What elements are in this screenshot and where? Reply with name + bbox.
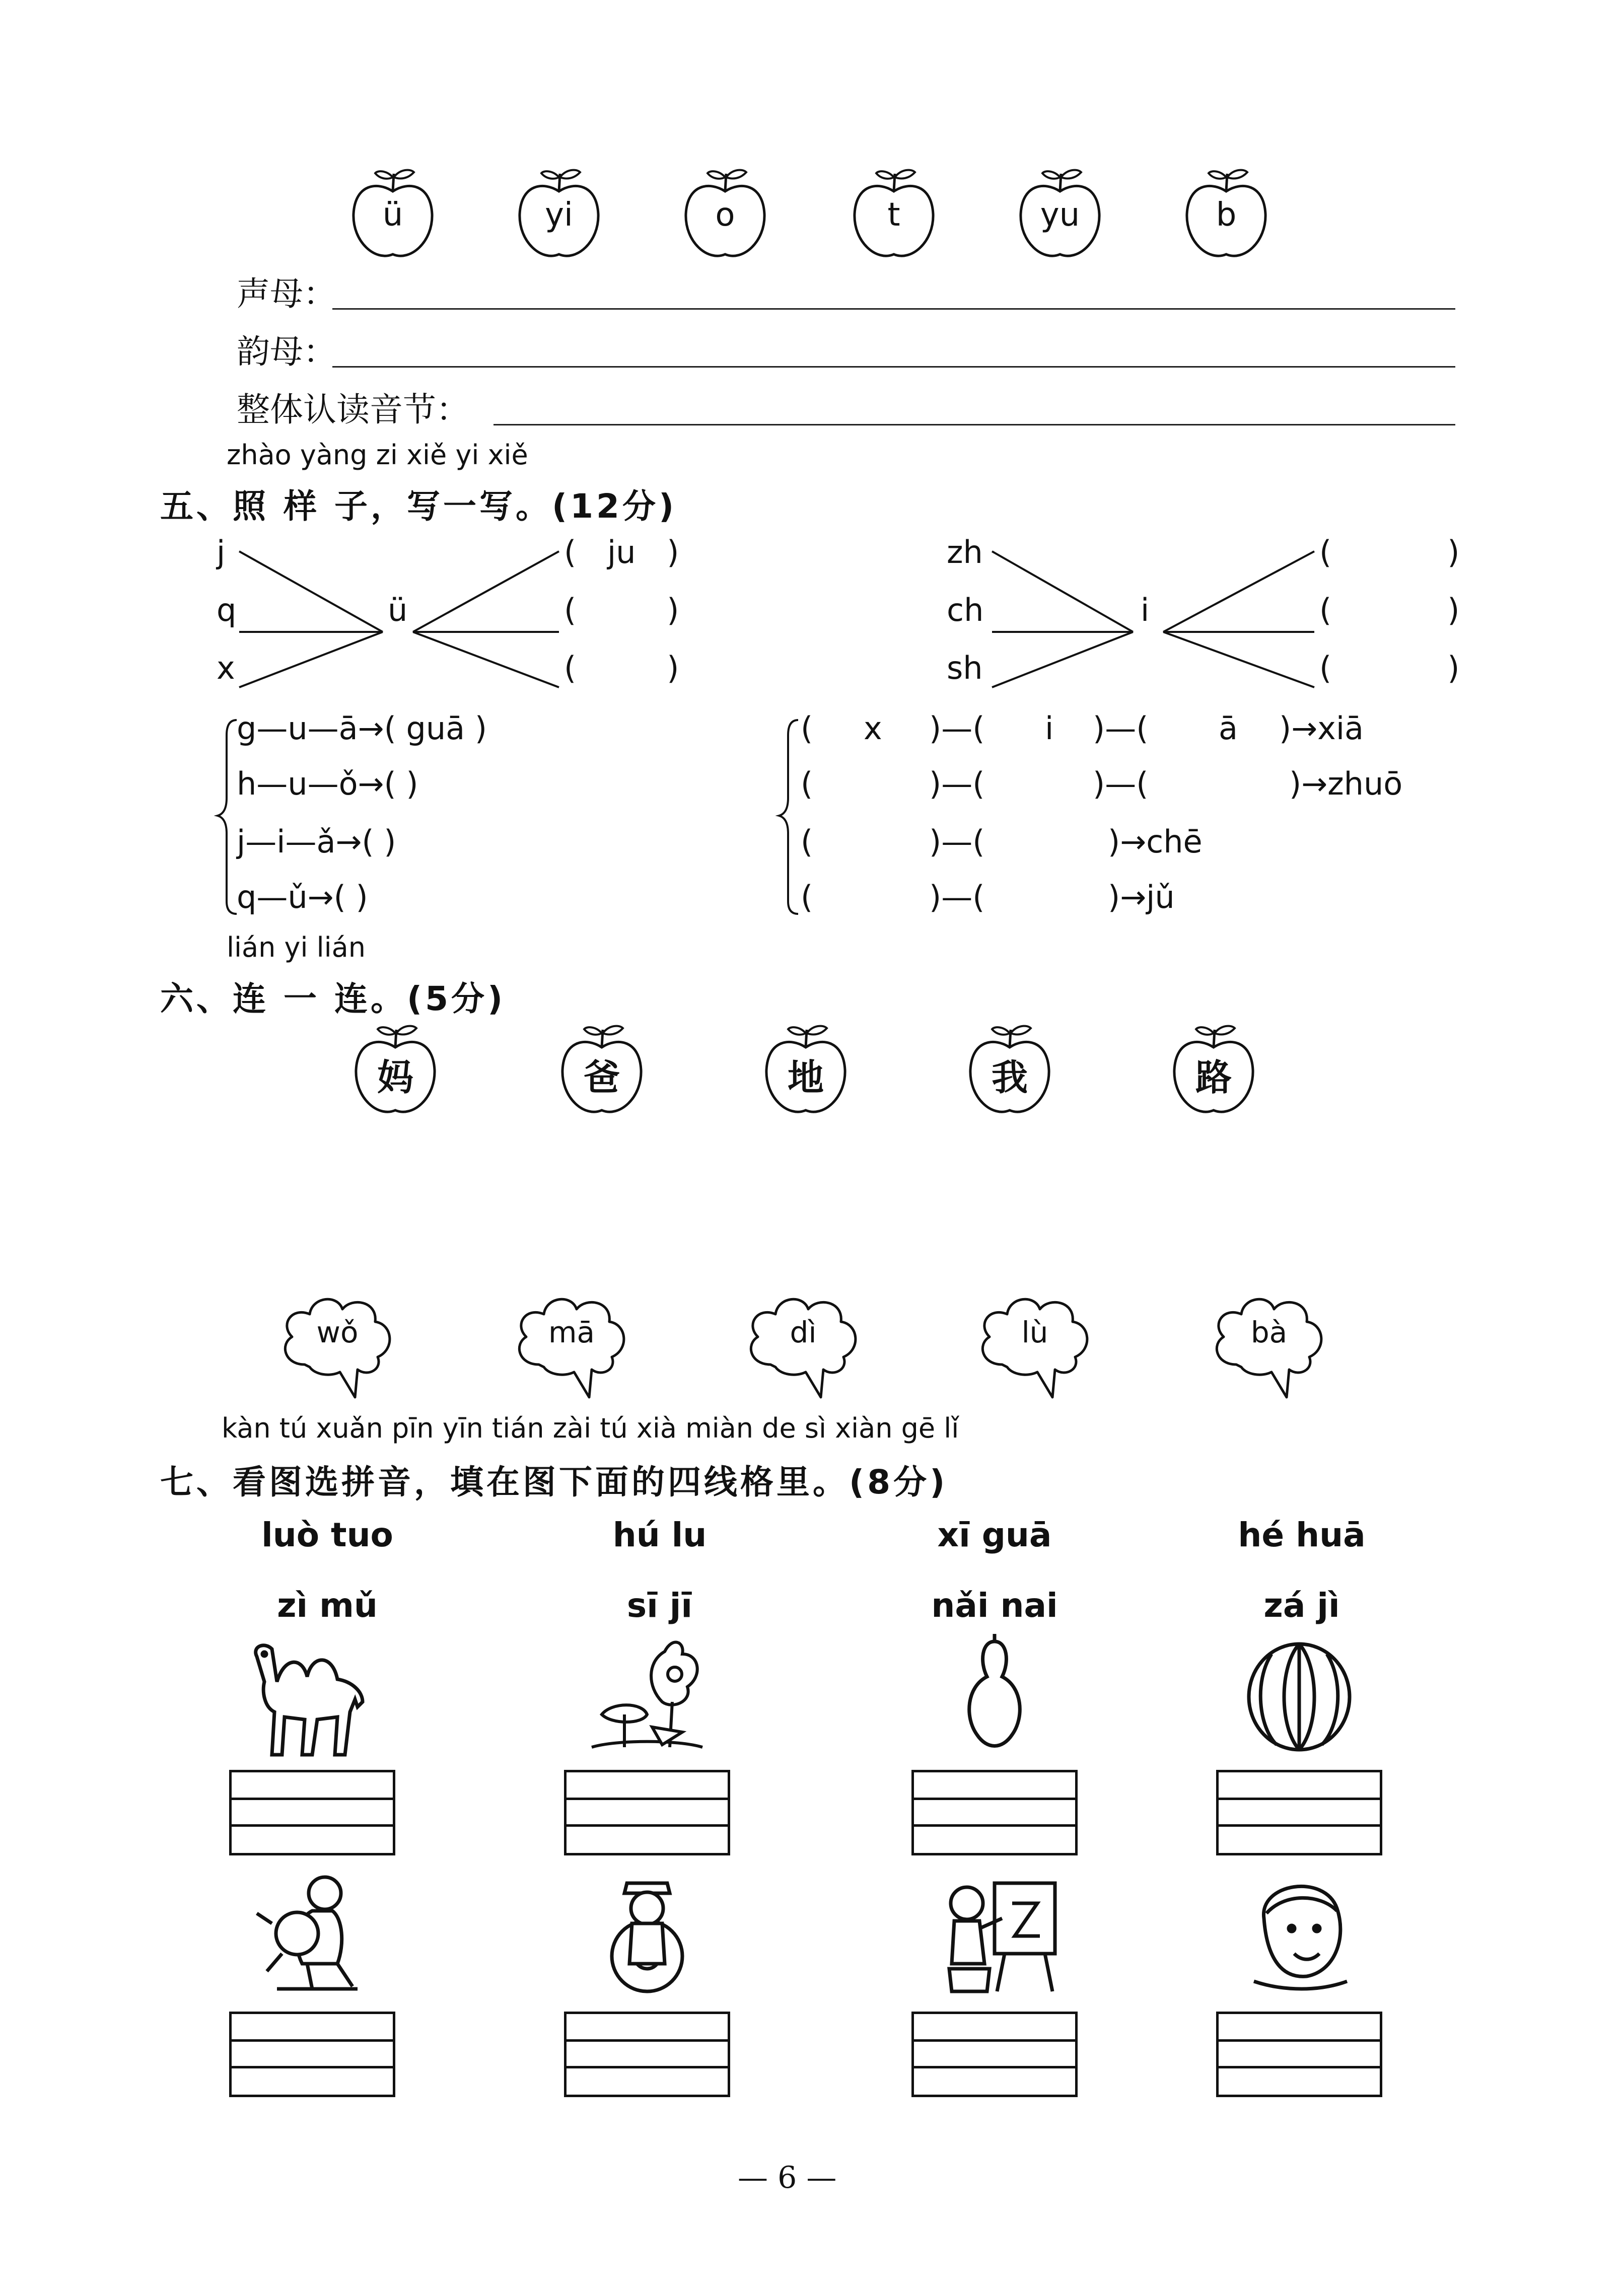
character-label: 地 [787,1056,824,1099]
right-formula-row-1-open: ( [801,710,813,747]
right-formula-row-1-mid2: )—( [1093,710,1149,747]
gourd-picture [919,1626,1070,1764]
right-formula-row-2-end: )→zhuō [1289,765,1403,802]
pinyin-cloud-4[interactable] [1206,1289,1332,1405]
right-formula-row-1-v1: x [864,710,882,747]
web-left-answer-3[interactable]: ( ) [564,650,679,686]
page-number: — 6 — [738,2160,837,2195]
web-right-letter-zh: zh [947,534,983,570]
category-label-whole-syllables: 整体认读音节： [237,390,469,429]
four-line-grid[interactable] [229,2012,395,2097]
right-formula-row-1-v2: i [1045,710,1054,747]
left-formula-2[interactable]: h—u—ǒ→( ) [237,765,418,802]
apple-letter-label: o [715,196,735,234]
right-formula-row-2-mid2[interactable]: )—( [1093,765,1149,802]
watermelon-picture [1224,1626,1375,1764]
character-label: 爸 [583,1056,620,1099]
right-formula-row-1-v3: ā [1219,710,1238,747]
web-left-letter-q: q [217,592,237,628]
four-line-grid[interactable] [564,2012,730,2097]
web-left-letter-j: j [217,534,226,570]
apple-letter-label: b [1216,196,1237,234]
cloud-pinyin-label: bà [1250,1315,1288,1349]
right-formula-row-3-end: )→chē [1108,823,1203,860]
section-seven-pinyin: kàn tú xuǎn pīn yīn tián zài tú xià miàn de sì xiàn gē lǐ [222,1412,959,1444]
character-label: 路 [1195,1056,1232,1099]
acrobat-picture [237,1863,388,2001]
four-line-grid[interactable] [564,1770,730,1855]
web-right-answer-1[interactable]: ( ) [1319,534,1460,570]
right-formula-row-2-open[interactable]: ( [801,765,813,802]
web-right-letter-ch: ch [947,592,984,628]
category-label-finals: 韵母： [237,332,336,371]
apple-letter-label: t [887,196,900,234]
four-line-grid[interactable] [229,1770,395,1855]
web-left-answer-1[interactable]: ( ju ) [564,534,679,570]
right-formula-row-4-end: )→jǔ [1108,879,1175,915]
section-five-heading: 五、照 样 子，写一写。(12分) [160,487,677,526]
right-formula-row-1-mid1: )—( [929,710,985,747]
character-apple-1[interactable] [556,1022,647,1118]
character-apple-2[interactable] [760,1022,851,1118]
left-formula-3[interactable]: j—i—ǎ→( ) [237,823,396,860]
right-formula-row-2-mid1[interactable]: )—( [929,765,985,802]
left-formula-1: g—u—ā→( guā ) [237,710,487,747]
four-line-grid[interactable] [1216,2012,1382,2097]
character-apple-4[interactable] [1168,1022,1259,1118]
web-right-answer-2[interactable]: ( ) [1319,592,1460,628]
right-formula-row-3-open[interactable]: ( [801,823,813,860]
section-five-pinyin: zhào yàng zi xiě yi xiě [227,439,528,471]
pinyin-cloud-1[interactable] [509,1289,634,1405]
character-apple-3[interactable] [964,1022,1055,1118]
character-apple-0[interactable] [350,1022,441,1118]
pinyin-choice: hé huā [1238,1516,1366,1554]
character-label: 妈 [377,1056,413,1099]
pinyin-cloud-2[interactable] [740,1289,866,1405]
web-left-answer-2[interactable]: ( ) [564,592,679,628]
web-left-center: ü [388,592,408,628]
web-left-letter-x: x [217,650,235,686]
letter-board-picture [919,1863,1070,2001]
cloud-pinyin-label: mā [548,1315,595,1349]
lotus-picture [572,1626,723,1764]
pinyin-cloud-0[interactable] [274,1289,400,1405]
left-formula-4[interactable]: q—ǔ→( ) [237,879,368,915]
right-formula-row-1-end: )→xiā [1279,710,1364,747]
right-formula-row-3-mid1[interactable]: )—( [929,823,985,860]
pinyin-choice: zì mǔ [277,1586,378,1625]
four-line-grid[interactable] [911,2012,1078,2097]
right-formula-row-4-mid1[interactable]: )—( [929,879,985,915]
pinyin-choice: sī jī [626,1586,693,1625]
apple-letter-label: ü [382,196,403,234]
web-right-letter-sh: sh [947,650,983,686]
cloud-pinyin-label: lù [1021,1315,1048,1349]
section-seven-heading: 七、看图选拼音，填在图下面的四线格里。(8分) [160,1463,948,1501]
section-six-pinyin: lián yi lián [227,932,366,963]
apple-letter-label: yi [545,196,573,234]
section-six-heading: 六、连 一 连。(5分) [160,979,506,1018]
four-line-grid[interactable] [1216,1770,1382,1855]
four-line-grid[interactable] [911,1770,1078,1855]
category-label-initials: 声母： [237,274,336,313]
pinyin-choice: nǎi nai [931,1586,1058,1625]
pinyin-choice: hú lu [612,1516,707,1554]
pinyin-choice: zá jì [1263,1586,1340,1625]
cloud-pinyin-label: dì [790,1315,817,1349]
web-right-center: i [1141,592,1150,628]
camel-picture [237,1626,388,1764]
pinyin-cloud-3[interactable] [972,1289,1098,1405]
apple-letter-label: yu [1040,196,1080,234]
cloud-pinyin-label: wǒ [316,1315,359,1349]
right-formula-row-4-open[interactable]: ( [801,879,813,915]
character-label: 我 [991,1056,1028,1099]
pinyin-choice: xī guā [937,1516,1052,1554]
web-right-answer-3[interactable]: ( ) [1319,650,1460,686]
section-five-web-lines [0,0,1624,957]
grandma-picture [1224,1863,1375,2001]
pinyin-choice: luò tuo [261,1516,393,1554]
driver-picture [572,1863,723,2001]
